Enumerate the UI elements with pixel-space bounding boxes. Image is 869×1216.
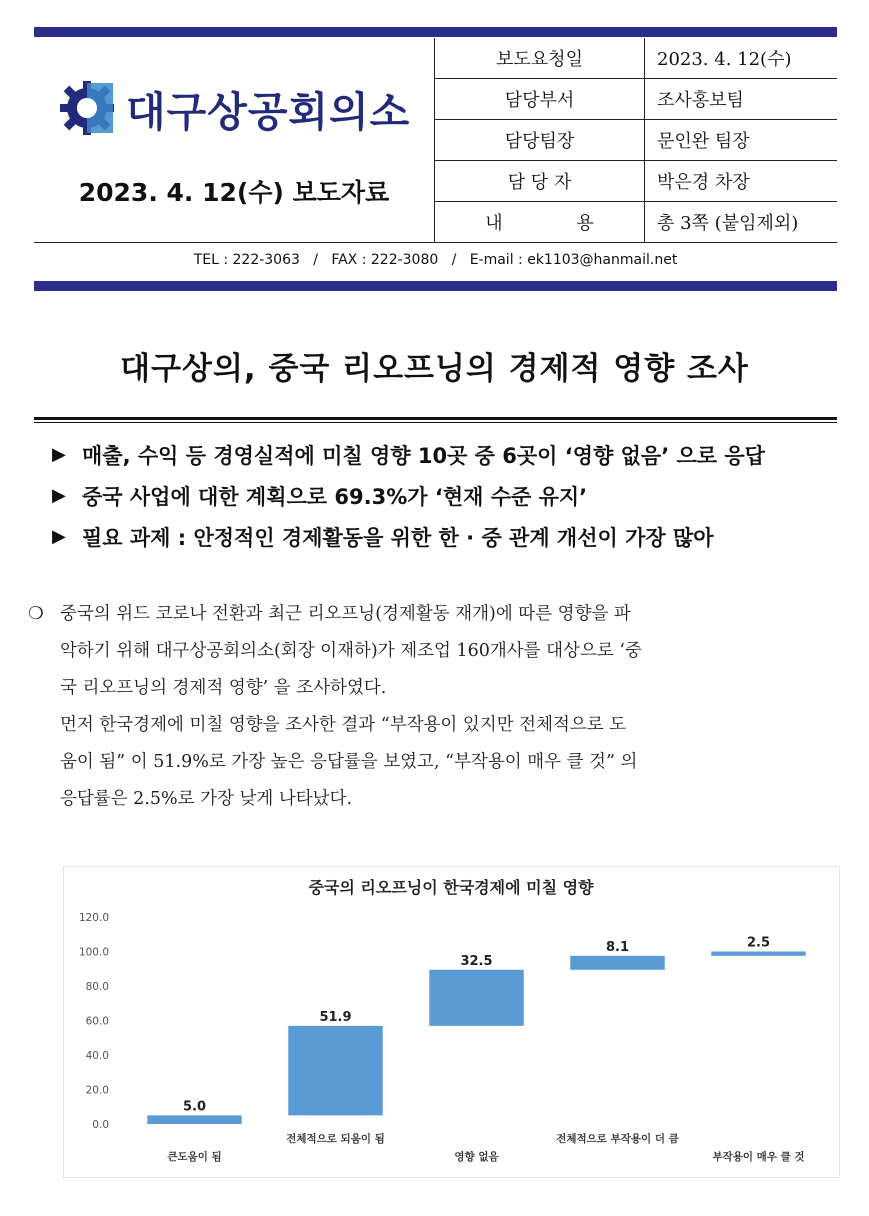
y-tick-label: 0.0 xyxy=(92,1119,109,1131)
info-row xyxy=(435,202,838,243)
info-key: 내 용 xyxy=(435,202,645,243)
chart-bar xyxy=(570,956,664,970)
triangle-right-icon: ▶ xyxy=(52,444,66,465)
body-line xyxy=(28,744,843,781)
body-text-line: 중국의 위드 코로나 전환과 최근 리오프닝(경제활동 재개)에 따른 영향을 파 xyxy=(60,604,631,624)
data-label: 5.0 xyxy=(182,1099,207,1115)
info-key: 담당부서 xyxy=(435,79,645,120)
info-value: 조사홍보팀 xyxy=(645,79,838,120)
triangle-right-icon: ▶ xyxy=(52,485,66,506)
chart-bar xyxy=(711,952,805,956)
x-tick-label: 큰도움이 됨 xyxy=(167,1151,222,1163)
body-line xyxy=(28,633,843,670)
y-axis xyxy=(79,912,109,1131)
page-title: 대구상의, 중국 리오프닝의 경제적 영향 조사 xyxy=(120,351,749,387)
chart-bar xyxy=(147,1115,241,1124)
info-row xyxy=(435,38,838,79)
x-tick-label: 부작용이 매우 클 것 xyxy=(712,1151,805,1163)
info-value: 문인완 팀장 xyxy=(645,120,838,161)
gear-icon xyxy=(58,79,116,137)
title-rule xyxy=(34,417,837,420)
chart-title: 중국의 리오프닝이 한국경제에 미칠 영향 xyxy=(308,878,594,897)
title-rule xyxy=(34,422,837,423)
info-value: 박은경 차장 xyxy=(645,161,838,202)
summary-bullet-text: 중국 사업에 대한 계획으로 69.3%가 ‘현재 수준 유지’ xyxy=(82,484,588,509)
org-logo xyxy=(58,78,410,138)
info-key: 보도요청일 xyxy=(435,38,645,79)
y-tick-label: 120.0 xyxy=(78,912,109,924)
release-info-table xyxy=(434,38,837,243)
chart-bars xyxy=(147,936,805,1125)
org-name: 대구상공회의소 xyxy=(126,87,411,136)
summary-bullet xyxy=(52,475,852,516)
info-key: 담 당 자 xyxy=(435,161,645,202)
press-release-header xyxy=(34,38,837,242)
body-text-line: 움이 됨” 이 51.9%로 가장 높은 응답률을 보였고, “부작용이 매우 클 것” 의 xyxy=(60,752,638,772)
body-line xyxy=(28,781,843,818)
info-row xyxy=(435,161,838,202)
info-row xyxy=(435,79,838,120)
chart-bar xyxy=(429,970,523,1026)
impact-chart-svg xyxy=(64,867,839,1177)
info-value: 2023. 4. 12(수) xyxy=(645,38,838,79)
body-line xyxy=(28,707,843,744)
info-row xyxy=(435,120,838,161)
summary-bullet xyxy=(52,434,852,475)
body-text-line: 악하기 위해 대구상공회의소(회장 이재하)가 제조업 160개사를 대상으로 ‘중 xyxy=(60,641,642,661)
y-tick-label: 100.0 xyxy=(78,946,109,959)
data-label: 8.1 xyxy=(605,939,630,955)
triangle-right-icon: ▶ xyxy=(52,526,66,547)
body-text-line: 먼저 한국경제에 미칠 영향을 조사한 결과 “부작용이 있지만 전체적으로 도 xyxy=(60,715,627,735)
impact-chart xyxy=(63,866,840,1178)
summary-bullet-text: 필요 과제 : 안정적인 경제활동을 위한 한 · 중 관계 개선이 가장 많아 xyxy=(82,525,714,550)
data-label: 2.5 xyxy=(746,935,771,951)
summary-bullets xyxy=(52,434,852,557)
y-tick-label: 40.0 xyxy=(85,1050,109,1062)
body-line xyxy=(28,670,843,707)
x-tick-label: 전체적으로 되움이 됨 xyxy=(286,1133,385,1145)
circle-bullet-icon: ❍ xyxy=(28,604,44,624)
y-tick-label: 60.0 xyxy=(85,1015,109,1028)
contact-line: TEL : 222-3063 / FAX : 222-3080 / E-mail : ek1103@hanmail.net xyxy=(193,252,678,268)
summary-bullet xyxy=(52,516,852,557)
body-paragraphs xyxy=(28,596,843,818)
info-value: 총 3쪽 (붙임제외) xyxy=(645,202,838,243)
release-date-line: 2023. 4. 12(수) 보도자료 xyxy=(78,178,390,207)
y-tick-label: 80.0 xyxy=(85,981,109,993)
chart-bar xyxy=(288,1026,382,1116)
summary-bullet-text: 매출, 수익 등 경영실적에 미칠 영향 10곳 중 6곳이 ‘영향 없음’ 으로 응답 xyxy=(82,443,765,468)
x-tick-label: 영향 없음 xyxy=(454,1151,499,1163)
data-label: 32.5 xyxy=(460,953,493,969)
header-bottom-bar xyxy=(34,281,837,291)
body-line xyxy=(28,596,843,633)
header-top-bar xyxy=(34,27,837,37)
y-tick-label: 20.0 xyxy=(85,1084,109,1097)
x-axis xyxy=(166,1132,804,1163)
x-tick-label: 전체적으로 부작용이 더 큼 xyxy=(556,1133,679,1145)
body-text-line: 응답률은 2.5%로 가장 낮게 나타났다. xyxy=(60,789,353,809)
info-key: 담당팀장 xyxy=(435,120,645,161)
header-divider xyxy=(34,242,837,243)
data-label: 51.9 xyxy=(319,1009,352,1025)
body-text-line: 국 리오프닝의 경제적 영향’ 을 조사하였다. xyxy=(60,678,387,698)
